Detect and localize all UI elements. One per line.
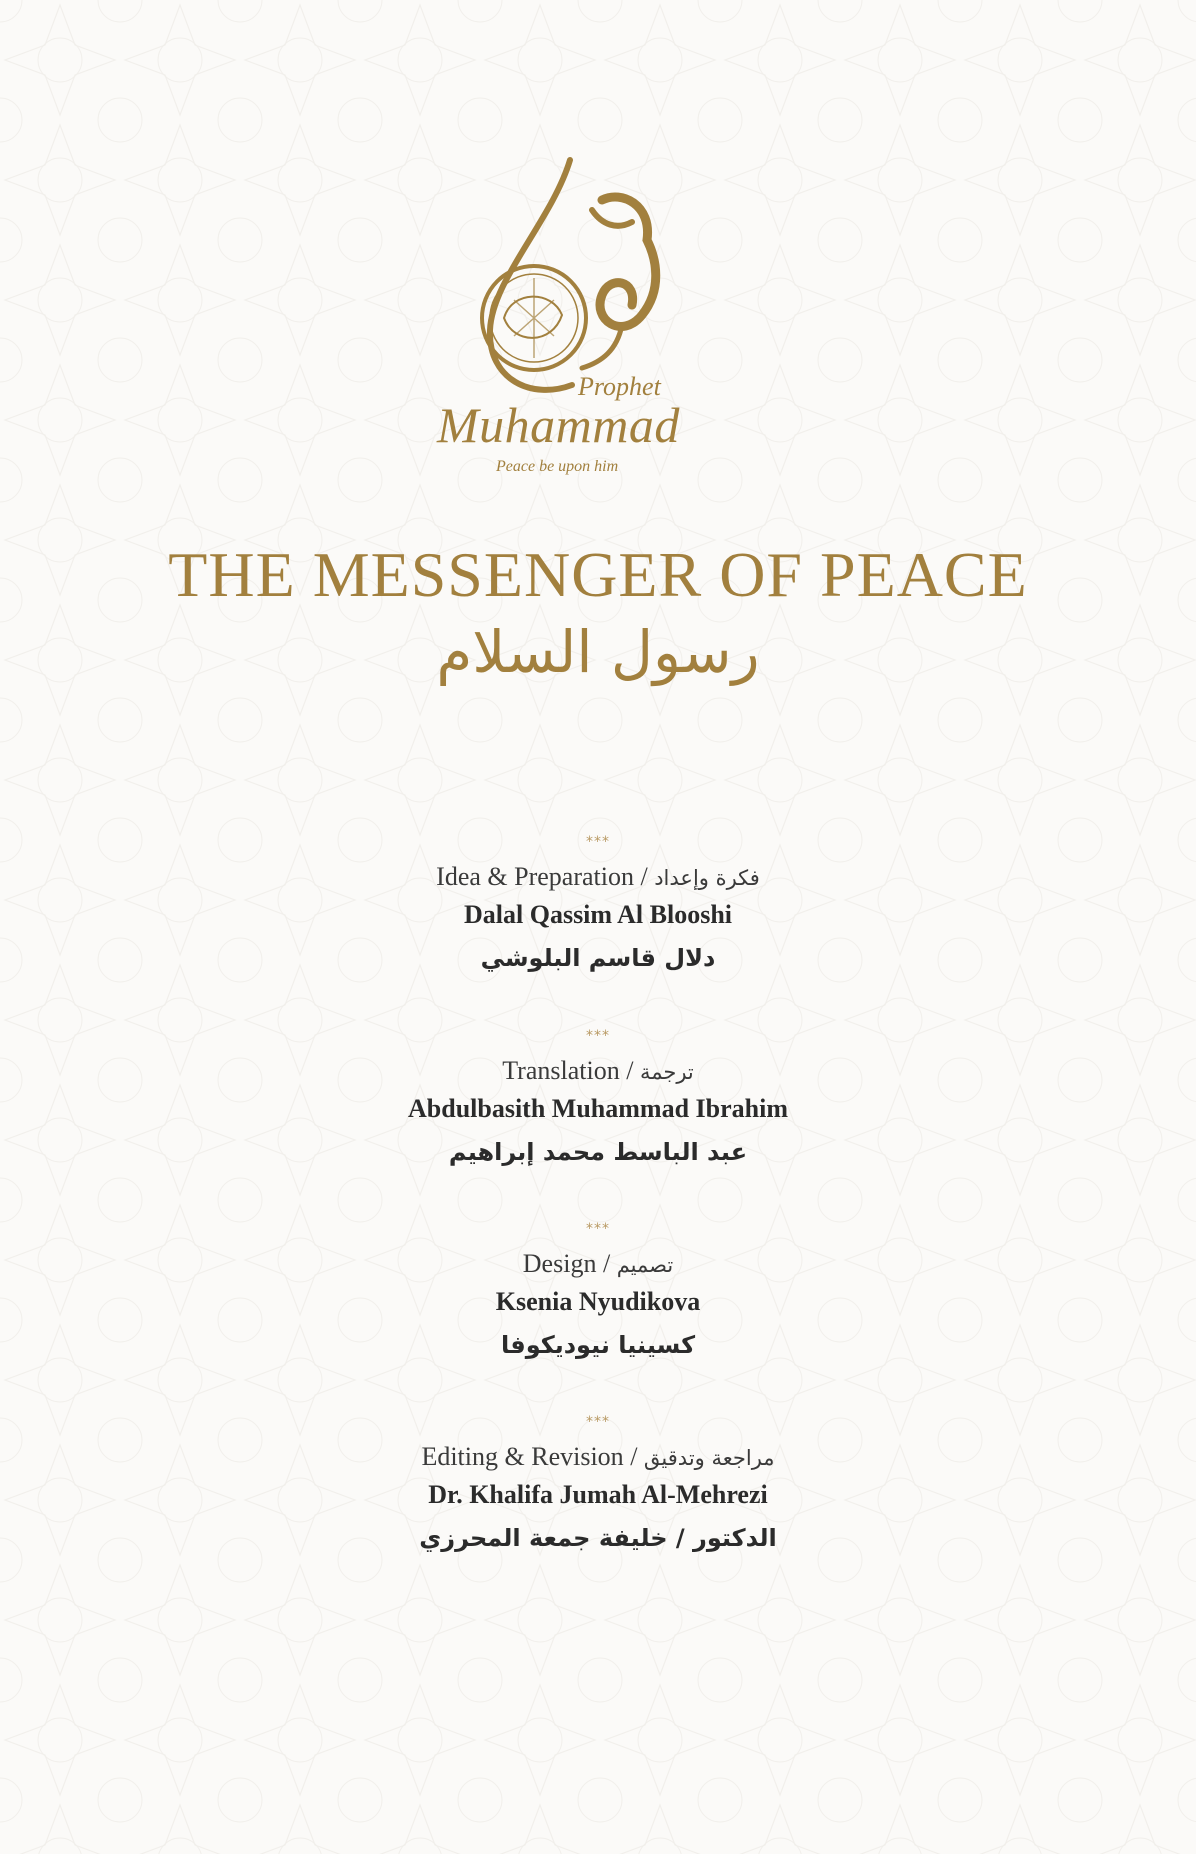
credit-role-en: Idea & Preparation xyxy=(436,862,634,891)
credit-name-ar: الدكتور / خليفة جمعة المحرزي xyxy=(419,1524,777,1552)
credit-name-en: Abdulbasith Muhammad Ibrahim xyxy=(408,1094,788,1123)
prophet-caption-pbuh: Peace be upon him xyxy=(496,458,619,475)
credit-name-ar: عبد الباسط محمد إبراهيم xyxy=(448,1138,748,1166)
prophet-caption-name: Muhammad xyxy=(437,397,680,453)
credit-role-ar: فكرة وإعداد xyxy=(654,866,760,890)
credit-name-en: Dr. Khalifa Jumah Al-Mehrezi xyxy=(428,1480,768,1509)
prophet-caption-small: Prophet xyxy=(578,372,661,401)
credit-role: Editing & Revision / مراجعة وتدقيق xyxy=(421,1442,775,1471)
separator-stars: *** xyxy=(586,834,610,850)
credit-section-translation xyxy=(0,1022,1196,1176)
credit-role-ar: مراجعة وتدقيق xyxy=(643,1446,775,1470)
separator-stars: *** xyxy=(586,1221,610,1237)
credit-name-en: Ksenia Nyudikova xyxy=(495,1287,701,1316)
credit-role: Translation / ترجمة xyxy=(502,1056,694,1085)
credit-role-en: Translation xyxy=(502,1056,620,1085)
credit-role: Design / تصميم xyxy=(522,1249,674,1278)
credit-name-en: Dalal Qassim Al Blooshi xyxy=(464,900,732,929)
credit-section-idea xyxy=(0,828,1196,982)
credit-role: Idea & Preparation / فكرة وإعداد xyxy=(436,862,760,891)
separator-stars: *** xyxy=(586,1028,610,1044)
book-title-english: THE MESSENGER OF PEACE xyxy=(168,539,1028,610)
credit-role-en: Design xyxy=(522,1249,597,1278)
book-title-arabic: رسول السلام xyxy=(436,618,760,686)
credit-role-ar: تصميم xyxy=(616,1253,674,1277)
credit-section-design xyxy=(0,1215,1196,1369)
credit-name-ar: دلال قاسم البلوشي xyxy=(480,944,716,972)
separator-stars: *** xyxy=(586,1414,610,1430)
muhammad-calligraphy-emblem-icon xyxy=(452,150,702,410)
credit-role-ar: ترجمة xyxy=(639,1060,694,1084)
credit-name-ar: كسينيا نيوديكوفا xyxy=(500,1331,696,1359)
credit-role-en: Editing & Revision xyxy=(421,1442,624,1471)
credit-section-editing xyxy=(0,1408,1196,1562)
